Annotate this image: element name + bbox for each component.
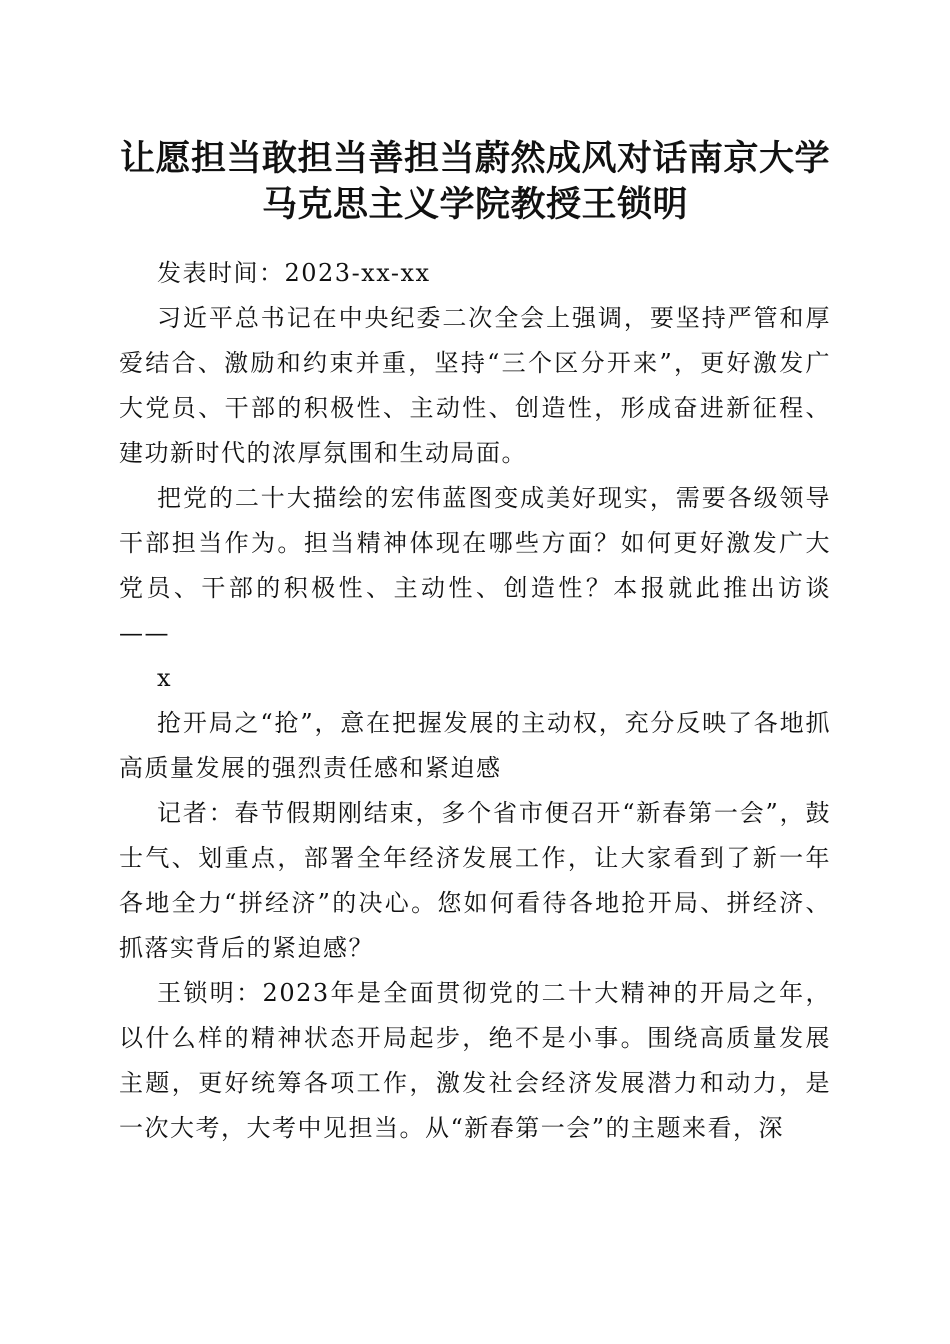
body-paragraph: 记者：春节假期刚结束，多个省市便召开“新春第一会”，鼓士气、划重点，部署全年经济发展工作，让大家看到了新一年各地全力“拼经济”的决心。您如何看待各地抢开局、拼经济、抓落实背后的紧迫感？ <box>119 799 831 962</box>
document-title-line-2: 马克思主义学院教授王锁明 <box>261 185 688 225</box>
body-paragraph: x <box>157 664 173 692</box>
document-body <box>119 251 831 1151</box>
body-paragraph: 把党的二十大描绘的宏伟蓝图变成美好现实，需要各级领导干部担当作为。担当精神体现在哪些方面？如何更好激发广大党员、干部的积极性、主动性、创造性？本报就此推出访谈—— <box>119 484 831 647</box>
publish-date: 发表时间：2023-xx-xx <box>157 259 431 287</box>
section-heading: 抢开局之“抢”，意在把握发展的主动权，充分反映了各地抓高质量发展的强烈责任感和紧迫感 <box>119 709 831 782</box>
body-paragraph: 王锁明：2023年是全面贯彻党的二十大精神的开局之年，以什么样的精神状态开局起步，绝不是小事。围绕高质量发展主题，更好统筹各项工作，激发社会经济发展潜力和动力，是一次大考，大考中见担当。从“新春第一会”的主题来看，深 <box>119 979 831 1142</box>
body-paragraph: 习近平总书记在中央纪委二次全会上强调，要坚持严管和厚爱结合、激励和约束并重，坚持“三个区分开来”，更好激发广大党员、干部的积极性、主动性、创造性，形成奋进新征程、建功新时代的浓厚氛围和生动局面。 <box>119 304 831 467</box>
document-title-line-1: 让愿担当敢担当善担当蔚然成风对话南京大学 <box>119 139 830 179</box>
